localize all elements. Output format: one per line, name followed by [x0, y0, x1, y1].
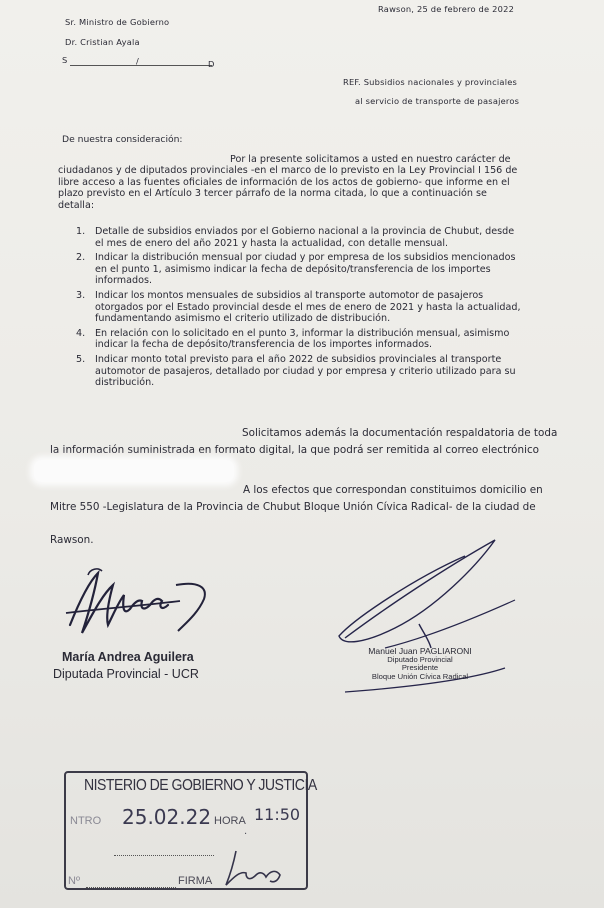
request-item: 5. Indicar monto total previsto para el año 2022 de subsidios provinciales al transporte automotor de pasajeros, detallado por ciudad y por empresa y criterio utilizado para su distribución.	[76, 353, 516, 389]
recipient-title: Sr. Ministro de Gobierno	[65, 17, 170, 27]
signatory-right-title: Presidente	[401, 663, 439, 673]
document-page: Rawson, 25 de febrero de 2022 Sr. Ministro de Gobierno Dr. Cristian Ayala S / D REF. Subsidios nacionales y provinciales al servicio de transporte de pasajeros De nuestra consideración: Por la presente solicitamos a usted en nuestro carácter de ciudadanos y de diputados provinciales -en el marco de lo previsto en la Ley Provincial I 156 de libre acceso a las fuentes oficiales de información de los actos de gobierno- que informe en el plazo previsto en el Artículo 3 tercer párrafo de la norma citada, lo que a continuación se detalla: 1. Detalle de subsidios enviados por el Gobierno nacional a la provincia de Chubut, desde el mes de enero del año 2021 y hasta la actualidad, con detalle mensual. 2. Indicar la distribución mensual por ciudad y por empresa de los subsidios mencionados en el punto 1, asimismo indicar la fecha de depósito/transferencia de los importes informados. 3. Indicar los montos mensuales de subsidios al transporte automotor de pasajeros otorgados por el Estado provincial desde el mes de enero de 2021 y hasta la actualidad, fundamentando asimismo el criterio utilizado de distribución. 4. En relación con lo solicitado en el punto 3, informar la distribución mensual, asimismo indicar la fecha de depósito/transferencia de los importes informados. 5. Indicar monto total previsto para el año 2022 de subsidios provinciales al transporte automotor de pasajeros, detallado por ciudad y por empresa y criterio utilizado para su distribución. Solicitamos además la documentación respaldatoria de toda la información suministrada en formato digital, la que podrá ser remitida al correo electrónico A los efectos que correspondan constituimos domicilio en Mitre 550 -Legislatura de la Provincia de Chubut Bloque Unión Cívica Radical- de la ciudad de Rawson. María Andrea Aguilera Diputada Provincial - UCR Manuel Juan PAGLIARONI Diputado Provincial Presidente Bloque Unión Cívica Radical NISTERIO DE GOBIERNO Y JUSTICIA NTRO 25.02.22 HORA . 11:50 Nº FIRMA	[0, 0, 604, 908]
receipt-signature-label: FIRMA	[178, 875, 213, 887]
domicile-line-3: Rawson.	[50, 534, 94, 546]
signatory-right-bloc: Bloque Unión Cívica Radical	[371, 671, 469, 681]
request-list	[70, 226, 550, 392]
signatory-right-role: Diputado Provincial	[387, 654, 453, 664]
request-item: 4. En relación con lo solicitado en el punto 3, informar la distribución mensual, asimismo indicar la fecha de depósito/transferencia de los importes informados.	[76, 327, 510, 351]
intro-paragraph	[58, 154, 548, 211]
request-item: 2. Indicar la distribución mensual por ciudad y por empresa de los subsidios mencionados en el punto 1, asimismo indicar la fecha de depósito/transferencia de los importes informados.	[76, 252, 516, 287]
reference-line-1: REF. Subsidios nacionales y provinciales	[343, 77, 518, 87]
reference-line-2: al servicio de transporte de pasajeros	[355, 96, 520, 106]
request-item: 1. Detalle de subsidios enviados por el Gobierno nacional a la provincia de Chubut, desde el mes de enero del año 2021 y hasta la actualidad, con detalle mensual.	[76, 226, 515, 249]
signatory-left-role: Diputada Provincial - UCR	[53, 667, 199, 681]
domicile-line-2: Mitre 550 -Legislatura de la Provincia de Chubut Bloque Unión Cívica Radical- de la ciudad de	[50, 501, 536, 513]
signatory-right-name: Manuel Juan PAGLIARONI	[368, 646, 472, 656]
intro-line: plazo previsto en el Artículo 3 tercer párrafo de la norma citada, lo que a continuación se	[58, 188, 487, 200]
receipt-no-line	[86, 887, 176, 888]
receipt-stamp-title: NISTERIO DE GOBIERNO Y JUSTICIA	[84, 777, 317, 794]
signatory-right-stamp	[350, 647, 490, 681]
receipt-entry-label: NTRO	[70, 815, 102, 827]
redacted-email	[34, 460, 234, 482]
documentation-line-1: Solicitamos además la documentación respaldatoria de toda	[242, 427, 558, 439]
receipt-signature-mark	[216, 847, 296, 891]
handwritten-signature-aguilera	[58, 565, 218, 645]
receipt-no-label: Nº	[68, 875, 80, 887]
intro-line: detalla:	[58, 199, 95, 211]
receipt-number-line	[114, 855, 214, 856]
domicile-line-1: A los efectos que correspondan constituimos domicilio en	[243, 484, 543, 496]
signatory-left-name: María Andrea Aguilera	[62, 650, 194, 664]
reference-number-line	[70, 65, 212, 66]
receipt-hour-value: 11:50	[254, 805, 301, 824]
intro-line: ciudadanos y de diputados provinciales -en el marco de lo previsto en la Ley Provincial I 156 de	[58, 165, 518, 177]
recipient-name: Dr. Cristian Ayala	[65, 37, 140, 47]
greeting: De nuestra consideración:	[62, 134, 183, 145]
request-item: 3. Indicar los montos mensuales de subsidios al transporte automotor de pasajeros otorgados por el Estado provincial desde el mes de enero de 2021 y hasta la actualidad, fundamentando asimismo el criterio utilizado de distribución.	[76, 289, 521, 325]
receipt-entry-date: 25.02.22	[122, 805, 212, 829]
documentation-line-2: la información suministrada en formato digital, la que podrá ser remitida al correo electrónico	[50, 444, 540, 456]
receipt-stamp: NISTERIO DE GOBIERNO Y JUSTICIA NTRO 25.02.22 HORA . 11:50 Nº FIRMA	[64, 771, 308, 890]
intro-line: libre acceso a las fuentes oficiales de información de los actos de gobierno- que informe en el	[58, 176, 510, 188]
document-date: Rawson, 25 de febrero de 2022	[378, 4, 515, 14]
intro-line: Por la presente solicitamos a usted en nuestro carácter de	[230, 154, 511, 165]
receipt-hour-label: HORA	[214, 815, 246, 827]
